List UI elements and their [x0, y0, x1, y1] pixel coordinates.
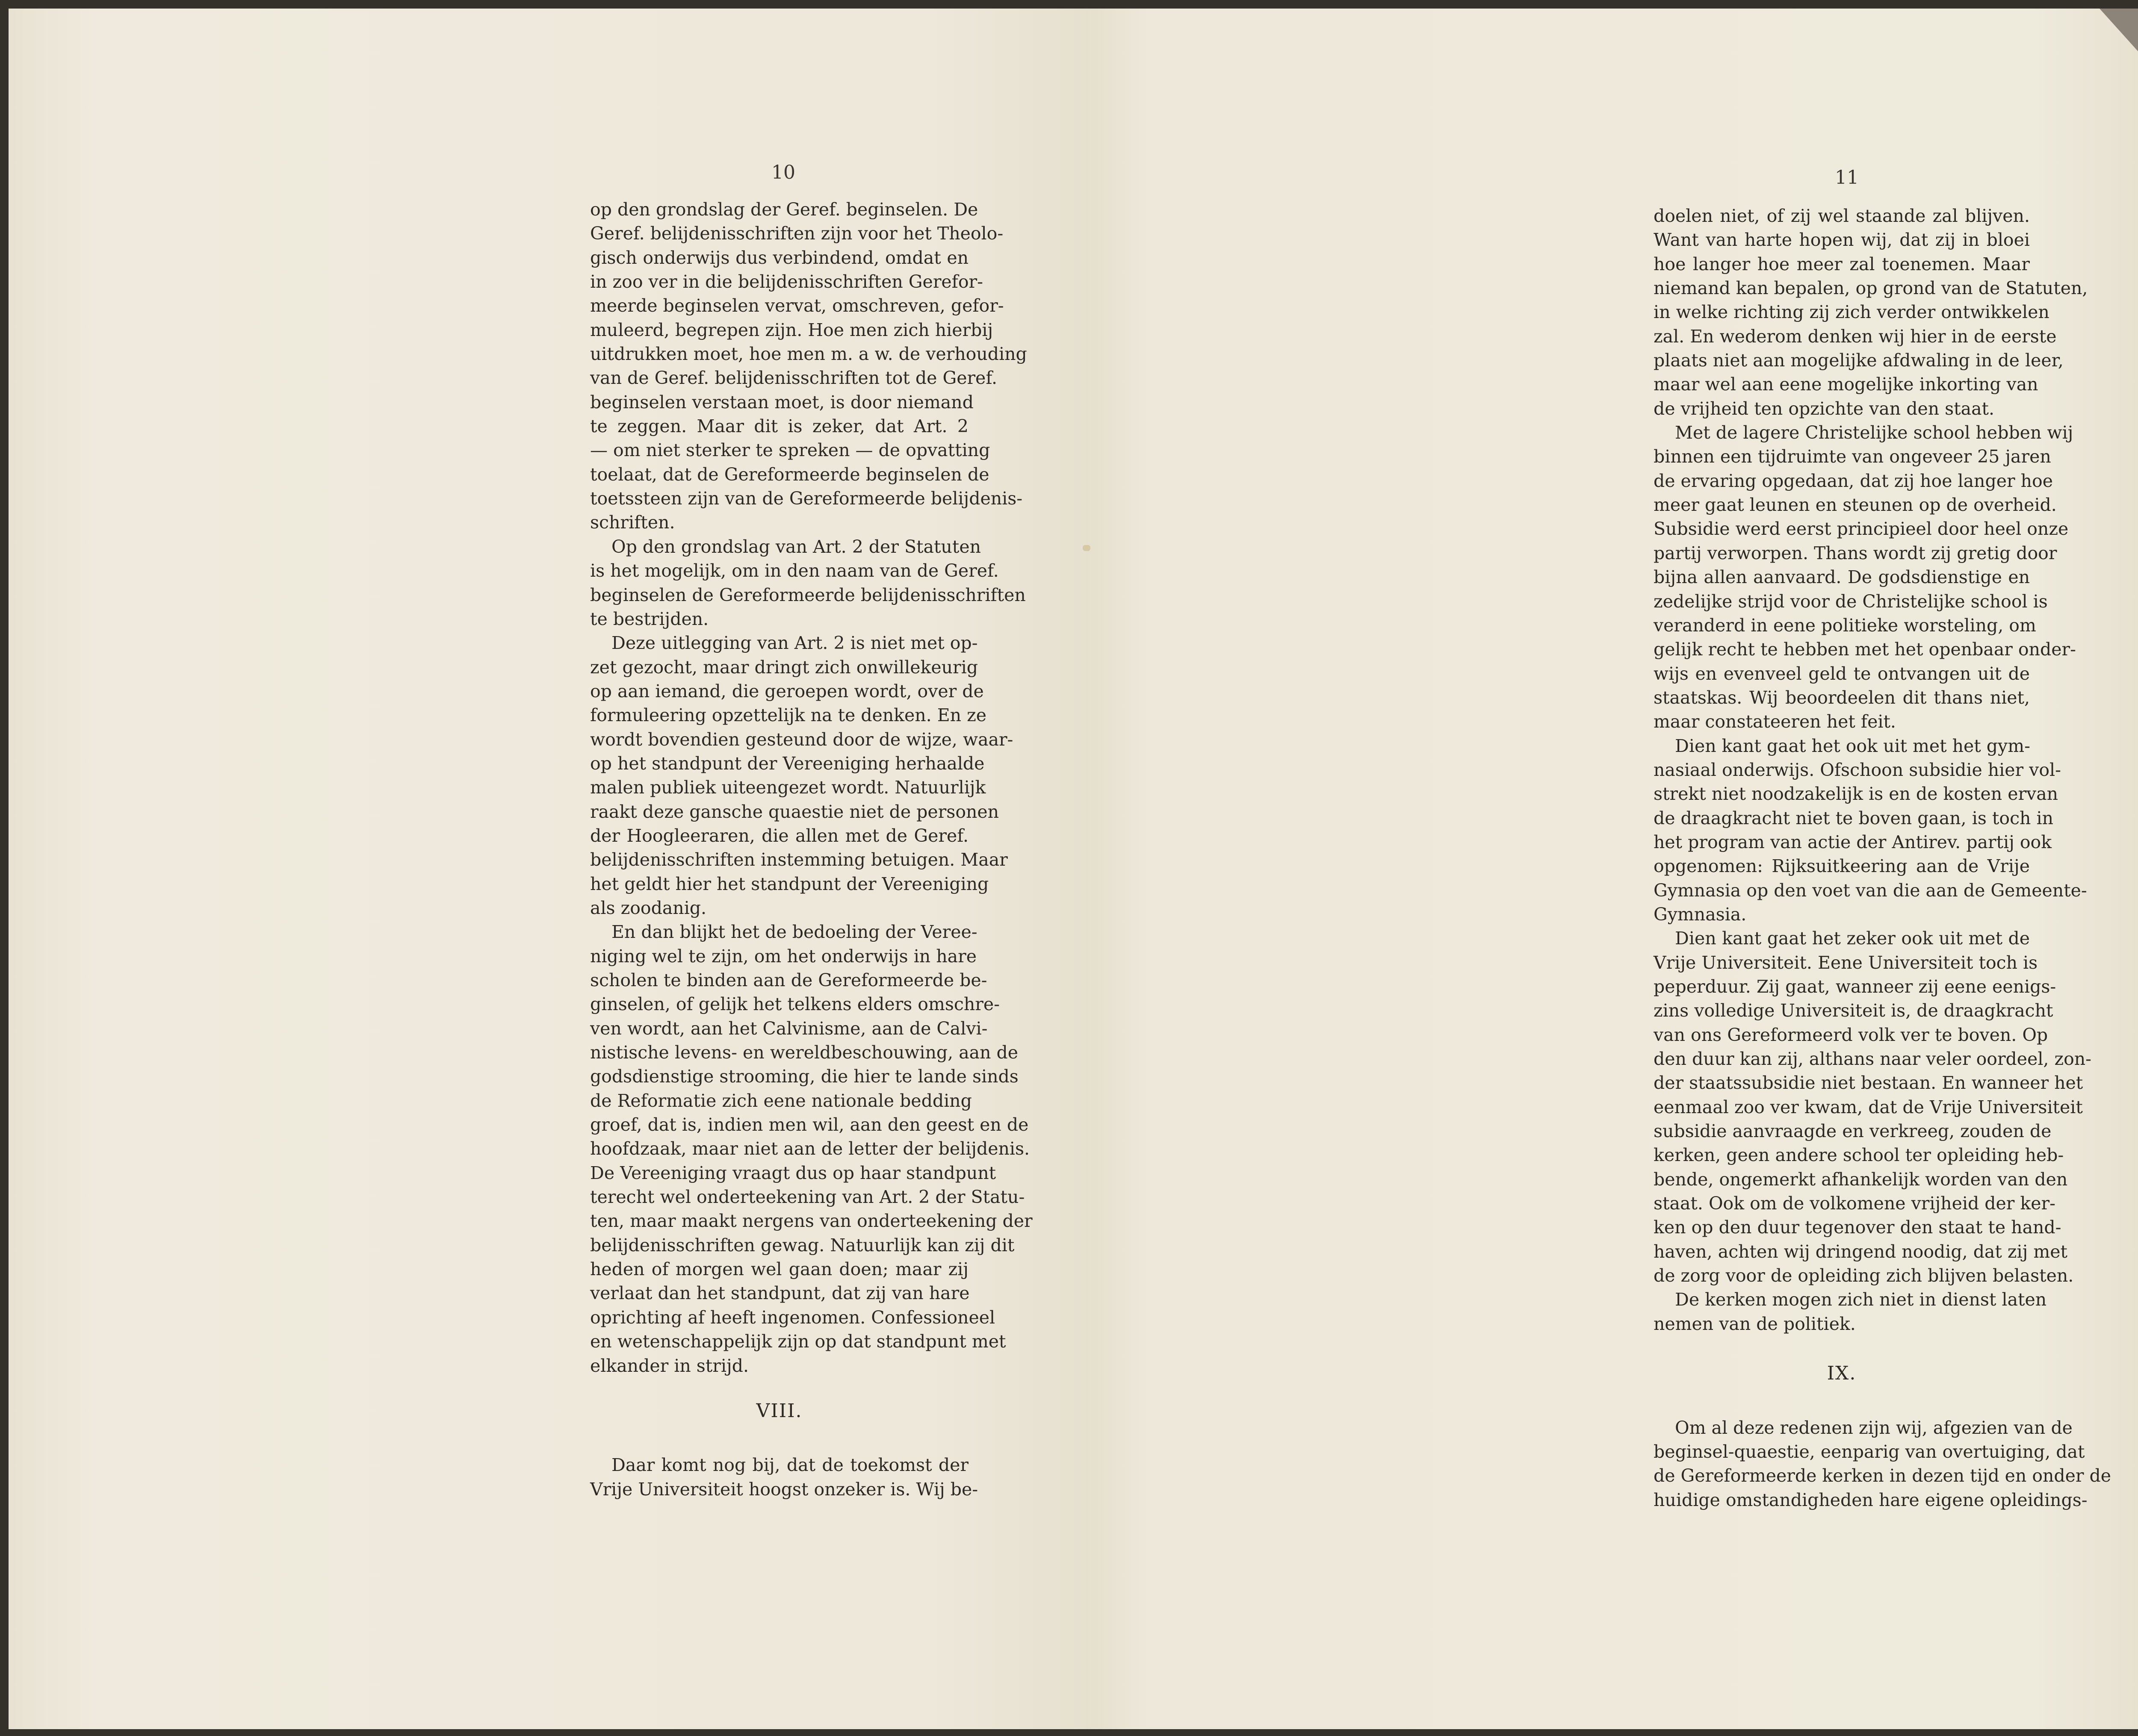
text-line: beginsel-quaestie, eenparig van overtuiging, dat	[1654, 1441, 2085, 1462]
text-line: verlaat dan het standpunt, dat zij van hare	[590, 1283, 970, 1304]
text-line: En dan blijkt het de bedoeling der Veree-	[611, 922, 977, 943]
text-line: huidige omstandigheden hare eigene opleidings-	[1654, 1489, 2088, 1510]
text-line: scholen te binden aan de Gereformeerde be-	[590, 970, 987, 990]
text-line: niging wel te zijn, om het onderwijs in hare	[590, 946, 977, 967]
text-line: staatskas. Wij beoordeelen dit thans niet,	[1654, 687, 2030, 708]
text-line: de ervaring opgedaan, dat zij hoe langer hoe	[1654, 470, 2053, 491]
text-line: Op den grondslag van Art. 2 der Statuten	[611, 536, 981, 557]
text-line: maar constateeren het feit.	[1654, 711, 1896, 732]
paragraph	[590, 920, 1033, 1378]
text-line: in zoo ver in die belijdenisschriften Gerefor-	[590, 271, 983, 292]
text-line: muleerd, begrepen zijn. Hoe men zich hierbij	[590, 319, 993, 340]
text-line: op het standpunt der Vereeniging herhaalde	[590, 753, 985, 774]
text-line: formuleering opzettelijk na te denken. En ze	[590, 705, 986, 726]
paragraph	[1654, 421, 2076, 734]
text-line: maar wel aan eene mogelijke inkorting van	[1654, 374, 2038, 395]
text-line: der staatssubsidie niet bestaan. En wanneer het	[1654, 1073, 2083, 1093]
paragraph	[590, 631, 1013, 920]
text-line: de vrijheid ten opzichte van den staat.	[1654, 398, 1995, 419]
text-line: Vrije Universiteit hoogst onzeker is. Wij be-	[590, 1479, 978, 1500]
text-line: oprichting af heeft ingenomen. Confessioneel	[590, 1307, 995, 1328]
text-line: belijdenisschriften gewag. Natuurlijk kan zij dit	[590, 1235, 1015, 1256]
text-line: veranderd in eene politieke worsteling, om	[1654, 615, 2036, 636]
text-line: gelijk recht te hebben met het openbaar onder-	[1654, 639, 2076, 660]
text-line: heden of morgen wel gaan doen; maar zij	[590, 1259, 969, 1280]
paragraph	[1654, 1416, 2111, 1512]
text-line: godsdienstige strooming, die hier te lande sinds	[590, 1066, 1019, 1087]
text-line: van de Geref. belijdenisschriften tot de Geref.	[590, 368, 998, 389]
text-line: in welke richting zij zich verder ontwikkelen	[1654, 302, 2049, 323]
paragraph	[590, 1453, 978, 1501]
text-line: Vrije Universiteit. Eene Universiteit toch is	[1654, 952, 2038, 973]
text-line: het geldt hier het standpunt der Vereeniging	[590, 873, 989, 894]
paragraph	[590, 535, 1026, 631]
text-line: wordt bovendien gesteund door de wijze, waar-	[590, 729, 1013, 750]
text-line: der Hoogleeraren, die allen met de Geref.	[590, 825, 969, 846]
paragraph	[1654, 734, 2087, 927]
text-line: schriften.	[590, 512, 675, 533]
section-heading: VIII.	[756, 1400, 803, 1422]
text-line: de Gereformeerde kerken in dezen tijd en onder de	[1654, 1465, 2111, 1486]
text-line: Want van harte hopen wij, dat zij in bloei	[1654, 230, 2030, 251]
text-line: eenmaal zoo ver kwam, dat de Vrije Universiteit	[1654, 1096, 2083, 1117]
text-line: De Vereeniging vraagt dus op haar standpunt	[590, 1162, 996, 1183]
text-line: groef, dat is, indien men wil, aan den geest en de	[590, 1114, 1029, 1135]
text-line: hoe langer hoe meer zal toenemen. Maar	[1654, 253, 2030, 274]
text-line: ven wordt, aan het Calvinisme, aan de Calvi-	[590, 1018, 988, 1039]
paragraph	[1654, 204, 2088, 421]
text-line: peperduur. Zij gaat, wanneer zij eene eenigs-	[1654, 976, 2056, 997]
right-page-text	[1654, 204, 2111, 1512]
text-line: — om niet sterker te spreken — de opvatting	[590, 440, 990, 461]
paragraph	[1654, 1288, 2047, 1336]
text-line: bijna allen aanvaard. De godsdienstige en	[1654, 567, 2030, 588]
paragraph	[590, 197, 1027, 535]
text-line: de draagkracht niet te boven gaan, is toch in	[1654, 808, 2054, 828]
text-line: hoofdzaak, maar niet aan de letter der belijdenis.	[590, 1138, 1030, 1159]
text-line: Gymnasia op den voet van die aan de Gemeente-	[1654, 880, 2087, 901]
text-line: haven, achten wij dringend noodig, dat zij met	[1654, 1241, 2067, 1262]
text-line: elkander in strijd.	[590, 1355, 749, 1376]
text-line: meerde beginselen vervat, omschreven, gefor-	[590, 295, 1004, 316]
text-line: van ons Gereformeerd volk ver te boven. Op	[1654, 1024, 2048, 1045]
text-line: te zeggen. Maar dit is zeker, dat Art. 2	[590, 416, 969, 437]
text-line: Dien kant gaat het ook uit met het gym-	[1675, 735, 2030, 756]
text-line: den duur kan zij, althans naar veler oordeel, zon-	[1654, 1049, 2092, 1070]
text-line: ken op den duur tegenover den staat te hand-	[1654, 1217, 2061, 1238]
text-line: niemand kan bepalen, op grond van de Statuten,	[1654, 278, 2088, 299]
text-line: doelen niet, of zij wel staande zal blijven.	[1654, 206, 2030, 226]
text-line: bende, ongemerkt afhankelijk worden van den	[1654, 1169, 2068, 1190]
paragraph	[1654, 926, 2092, 1288]
text-line: terecht wel onderteekening van Art. 2 der Statu-	[590, 1187, 1025, 1208]
text-line: nasiaal onderwijs. Ofschoon subsidie hier vol-	[1654, 759, 2061, 780]
text-line: Geref. belijdenisschriften zijn voor het Theolo-	[590, 223, 1004, 244]
text-line: Om al deze redenen zijn wij, afgezien van de	[1675, 1417, 2073, 1438]
text-line: nistische levens- en wereldbeschouwing, aan de	[590, 1042, 1019, 1063]
left-page-text	[590, 197, 1033, 1501]
text-line: zet gezocht, maar dringt zich onwillekeurig	[590, 657, 978, 678]
text-line: malen publiek uiteengezet wordt. Natuurlijk	[590, 777, 986, 798]
text-line: opgenomen: Rijksuitkeering aan de Vrije	[1654, 856, 2030, 877]
text-line: en wetenschappelijk zijn op dat standpunt met	[590, 1331, 1006, 1352]
text-line: gisch onderwijs dus verbindend, omdat en	[590, 247, 969, 268]
text-line: op aan iemand, die geroepen wordt, over de	[590, 681, 984, 701]
page-number-right: 11	[1835, 167, 1859, 189]
section-heading: IX.	[1827, 1362, 1857, 1385]
text-line: Deze uitlegging van Art. 2 is niet met op-	[611, 633, 978, 654]
text-line: Gymnasia.	[1654, 904, 1747, 925]
text-line: Dien kant gaat het zeker ook uit met de	[1675, 928, 2030, 949]
text-line: partij verworpen. Thans wordt zij gretig door	[1654, 542, 2057, 563]
text-line: belijdenisschriften instemming betuigen. Maar	[590, 849, 1008, 870]
text-line: staat. Ook om de volkomene vrijheid der ker-	[1654, 1193, 2055, 1214]
text-line: strekt niet noodzakelijk is en de kosten ervan	[1654, 784, 2058, 805]
text-line: subsidie aanvraagde en verkreeg, zouden de	[1654, 1121, 2052, 1142]
text-line: beginselen de Gereformeerde belijdenisschriften	[590, 584, 1026, 605]
text-line: het program van actie der Antirev. partij ook	[1654, 831, 2052, 852]
text-line: Met de lagere Christelijke school hebben wij	[1675, 422, 2073, 443]
text-line: meer gaat leunen en steunen op de overheid.	[1654, 495, 2057, 516]
text-line: beginselen verstaan moet, is door niemand	[590, 392, 974, 413]
folded-corner	[2100, 9, 2138, 51]
text-line: zedelijke strijd voor de Christelijke school is	[1654, 591, 2048, 612]
text-line: toetssteen zijn van de Gereformeerde belijdenis-	[590, 488, 1023, 509]
text-line: plaats niet aan mogelijke afdwaling in de leer,	[1654, 350, 2064, 371]
text-line: zins volledige Universiteit is, de draagkracht	[1654, 1000, 2053, 1021]
text-line: de zorg voor de opleiding zich blijven belasten.	[1654, 1265, 2074, 1286]
text-line: uitdrukken moet, hoe men m. a w. de verhouding	[590, 344, 1027, 365]
text-line: als zoodanig.	[590, 897, 707, 918]
spine-mark	[1083, 545, 1090, 551]
text-line: kerken, geen andere school ter opleiding heb-	[1654, 1145, 2064, 1166]
text-line: op den grondslag der Geref. beginselen. De	[590, 199, 978, 220]
text-line: De kerken mogen zich niet in dienst laten	[1675, 1289, 2047, 1310]
text-line: zal. En wederom denken wij hier in de eerste	[1654, 326, 2057, 347]
text-line: raakt deze gansche quaestie niet de personen	[590, 801, 999, 822]
text-line: nemen van de politiek.	[1654, 1313, 1856, 1334]
text-line: Daar komt nog bij, dat de toekomst der	[611, 1455, 969, 1476]
text-line: ten, maar maakt nergens van onderteekening der	[590, 1211, 1033, 1232]
text-line: wijs en evenveel geld te ontvangen uit de	[1654, 663, 2030, 684]
text-line: de Reformatie zich eene nationale bedding	[590, 1090, 972, 1111]
text-line: te bestrijden.	[590, 608, 709, 629]
text-line: binnen een tijdruimte van ongeveer 25 jaren	[1654, 446, 2051, 467]
text-line: is het mogelijk, om in den naam van de Geref.	[590, 560, 999, 581]
page-number-left: 10	[771, 162, 795, 183]
text-line: toelaat, dat de Gereformeerde beginselen de	[590, 464, 989, 485]
text-line: Subsidie werd eerst principieel door heel onze	[1654, 519, 2069, 539]
text-line: ginselen, of gelijk het telkens elders omschre-	[590, 994, 1000, 1015]
